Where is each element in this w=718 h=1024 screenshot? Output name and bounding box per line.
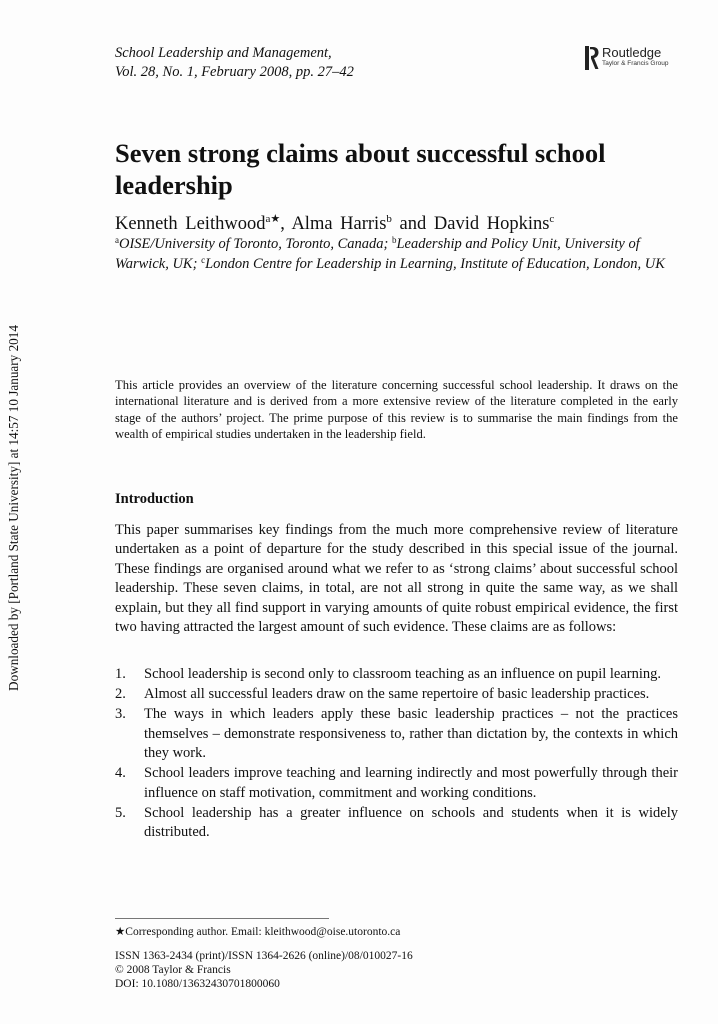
author-list (115, 213, 554, 235)
list-number: 5. (115, 804, 126, 821)
abstract: This article provides an overview of the literature concerning successful school leadership. It draws on the international literature and is derived from a more extensive review of the literature completed in the early stage of the authors’ project. The prime purpose of this review is to summarise the main findings from the wealth of empirical studies undertaken in the leadership field. (115, 378, 678, 442)
claim-text: The ways in which leaders apply these basic leadership practices – not the practices themselves – demonstrate responsiveness to, rather than dictation by, the contexts in which they work. (144, 706, 678, 761)
claim-text: School leaders improve teaching and learning indirectly and most powerfully through their influence on staff motivation, commitment and working conditions. (144, 765, 678, 801)
author-affiliation-marker: b (386, 213, 392, 225)
claims-list (115, 665, 678, 843)
list-item (115, 685, 678, 705)
journal-name: School Leadership and Management, (115, 45, 332, 61)
journal-citation (115, 44, 354, 82)
list-number: 2. (115, 686, 126, 702)
affiliation-text: London Centre for Leadership in Learning, Institute of Education, London, UK (205, 255, 665, 272)
affiliation-marker: b (391, 235, 397, 245)
author-separator: , (280, 214, 292, 234)
routledge-r-icon (585, 46, 599, 70)
affiliations (115, 235, 680, 274)
author-name: Alma Harris (291, 214, 387, 234)
affiliation-marker: c (201, 254, 206, 265)
list-item (115, 764, 678, 803)
doi: DOI: 10.1080/13632430701800060 (115, 978, 280, 990)
section-heading: Introduction (115, 491, 194, 507)
journal-issue: Vol. 28, No. 1, February 2008, pp. 27–42 (115, 64, 354, 80)
intro-paragraph: This paper summarises key findings from the much more comprehensive review of literature undertaken as a point of departure for the study described in this special issue of the journal. These findings are organised around what we refer to as ‘strong claims’ about successful school leadership. These seven claims, in total, are not all strong in quite the same way, as we shall explain, but they all find support in varying amounts of quite robust empirical evidence, the first two having attracted the largest amount of such evidence. These claims are as follows: (115, 522, 678, 636)
article-title: Seven strong claims about successful school leadership (115, 138, 606, 200)
claim-text: School leadership has a greater influence on schools and students when it is widely distributed. (144, 804, 678, 840)
list-number: 3. (115, 706, 126, 722)
affiliation-text: Leadership and Policy Unit, University of Warwick, UK; (115, 236, 640, 272)
author-affiliation-marker: a★ (265, 213, 281, 225)
list-number: 4. (115, 765, 126, 781)
list-item (115, 705, 678, 764)
author-affiliation-marker: c (549, 213, 555, 225)
download-note: Downloaded by [Portland State University] at 14:57 10 January 2014 (6, 324, 21, 691)
issn: ISSN 1363-2434 (print)/ISSN 1364-2626 (online)/08/010027-16 (115, 950, 413, 962)
publisher-subtitle: Taylor & Francis Group (602, 60, 669, 67)
copyright: © 2008 Taylor & Francis (115, 964, 231, 976)
publication-info (115, 949, 413, 991)
author-name: David Hopkins (433, 214, 550, 234)
claim-text: School leadership is second only to classroom teaching as an influence on pupil learning. (144, 666, 662, 682)
list-number: 1. (115, 666, 126, 682)
list-item (115, 665, 678, 685)
publisher-logo (585, 46, 695, 72)
download-watermark (4, 305, 24, 710)
list-item (115, 804, 678, 843)
author-separator: and (391, 214, 434, 234)
affiliation-text: OISE/University of Toronto, Toronto, Canada; (119, 236, 392, 252)
footnote-divider (115, 918, 329, 919)
claim-text: Almost all successful leaders draw on the same repertoire of basic leadership practices. (144, 686, 650, 702)
author-name: Kenneth Leithwood (115, 214, 266, 234)
corresponding-author-note: ★Corresponding author. Email: kleithwood@oise.utoronto.ca (115, 926, 401, 938)
publisher-name: Routledge (602, 45, 662, 60)
affiliation-marker: a (115, 235, 119, 245)
